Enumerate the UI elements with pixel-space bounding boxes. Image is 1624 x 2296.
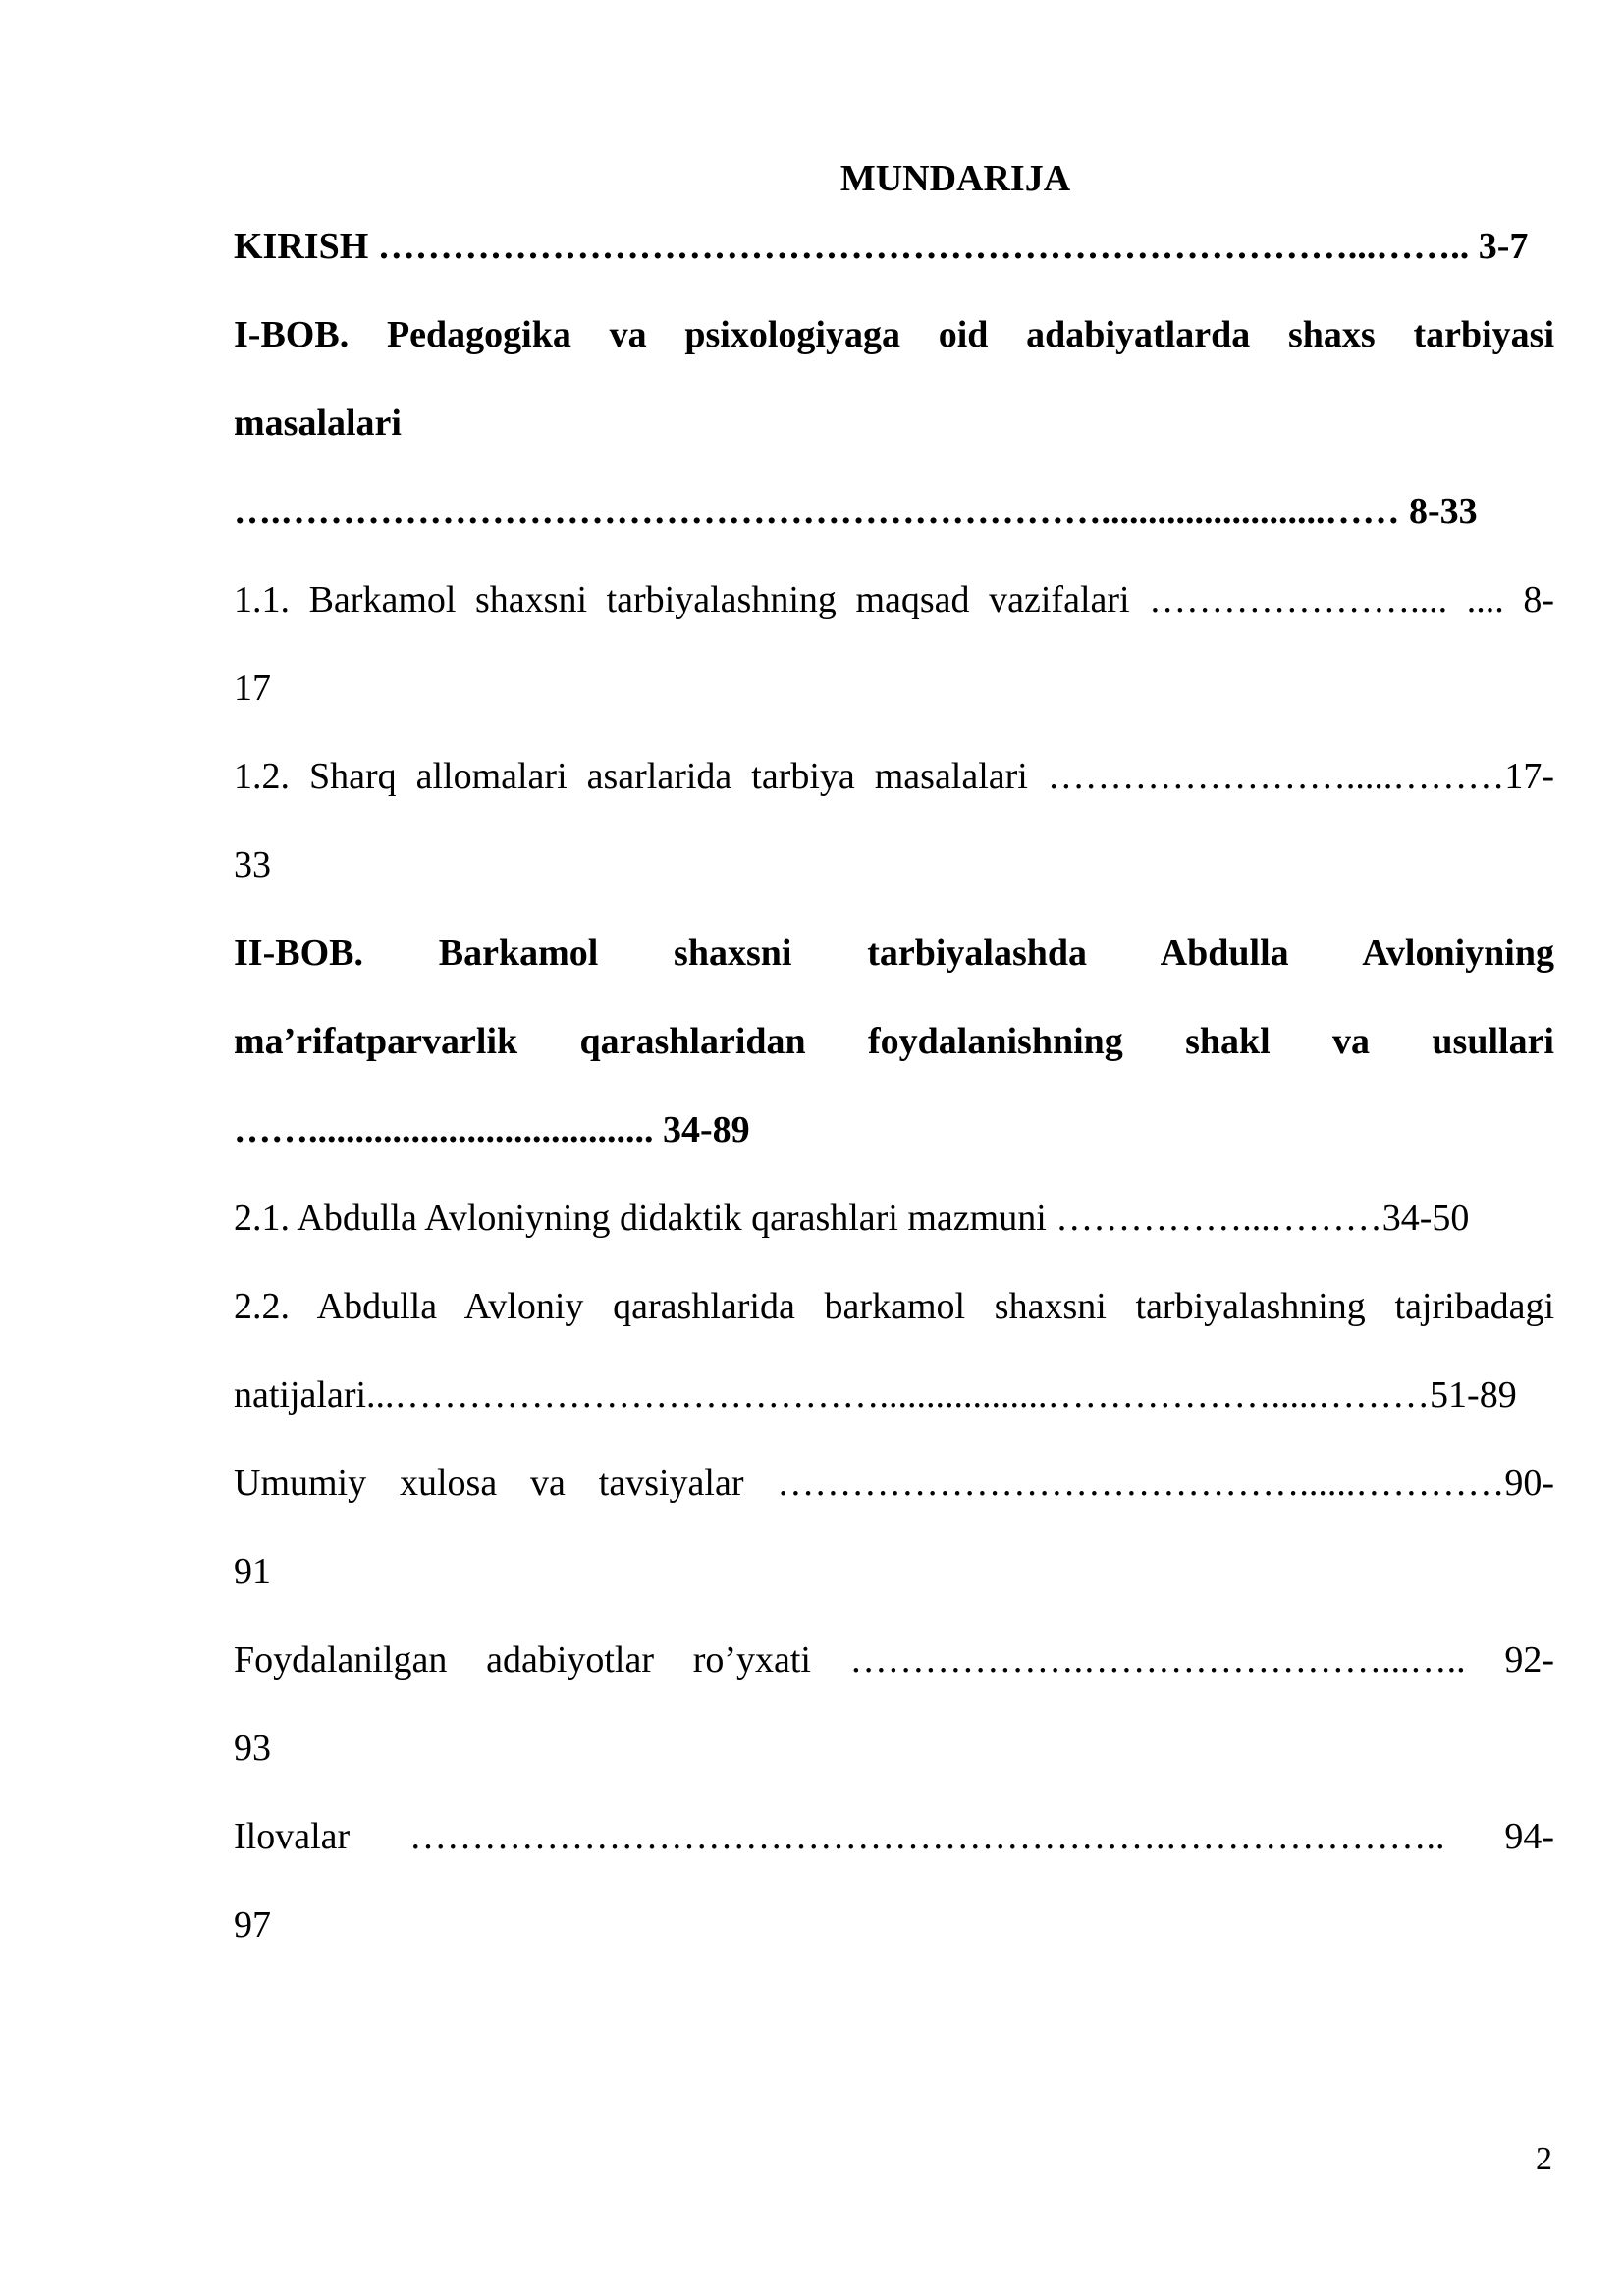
toc-entry-section-1-1: 1.1. Barkamol shaxsni tarbiyalashning maqsad vazifalari ………………….... .... 8-	[234, 579, 1554, 620]
toc-entry-chapter-2-title-continued: ma’rifatparvarlik qarashlaridan foydalanishning shakl va usullari	[234, 1021, 1554, 1062]
toc-entry-chapter-1-title: I-BOB. Pedagogika va psixologiyaga oid adabiyatlarda shaxs tarbiyasi	[234, 314, 1554, 355]
toc-entry-appendices-pages: 97	[234, 1904, 271, 1946]
toc-entry-references: Foydalanilgan adabiyotlar ro’yxati ……………….……………………...….. 92-	[234, 1639, 1554, 1681]
toc-entry-chapter-2-pages: ……..................................... 34-89	[234, 1109, 750, 1150]
toc-entry-section-2-1: 2.1. Abdulla Avloniyning didaktik qarashlari mazmuni ……………...………34-50	[234, 1198, 1470, 1239]
toc-entry-chapter-2-title: II-BOB. Barkamol shaxsni tarbiyalashda Abdulla Avloniyning	[234, 933, 1554, 974]
toc-entry-section-1-2: 1.2. Sharq allomalari asarlarida tarbiya masalalari …………………….....………17-	[234, 756, 1554, 797]
toc-entry-appendices: Ilovalar …………………………………………………….………………….. 94-	[234, 1816, 1554, 1857]
toc-entry-conclusion-pages: 91	[234, 1551, 271, 1592]
toc-entry-chapter-1-pages: ….…………………………………………………………........................…… 8-33	[234, 491, 1478, 532]
toc-entry-kirish: KIRISH ……………………………………………………………………...…….. 3-7	[234, 226, 1529, 267]
page-number: 2	[1536, 2141, 1552, 2177]
toc-entry-chapter-1-title-continued: masalalari	[234, 402, 402, 444]
toc-entry-section-2-2-pages: natijalari...…………………………………..................……………….....………51-89	[234, 1374, 1517, 1415]
page-title: MUNDARIJA	[839, 158, 1071, 199]
toc-entry-section-1-2-pages: 33	[234, 844, 271, 885]
toc-entry-section-1-1-pages: 17	[234, 667, 271, 709]
toc-entry-conclusion: Umumiy xulosa va tavsiyalar ……………………………………......…………90-	[234, 1463, 1554, 1504]
toc-entry-references-pages: 93	[234, 1728, 271, 1769]
toc-entry-section-2-2: 2.2. Abdulla Avloniy qarashlarida barkamol shaxsni tarbiyalashning tajribadagi	[234, 1286, 1554, 1327]
